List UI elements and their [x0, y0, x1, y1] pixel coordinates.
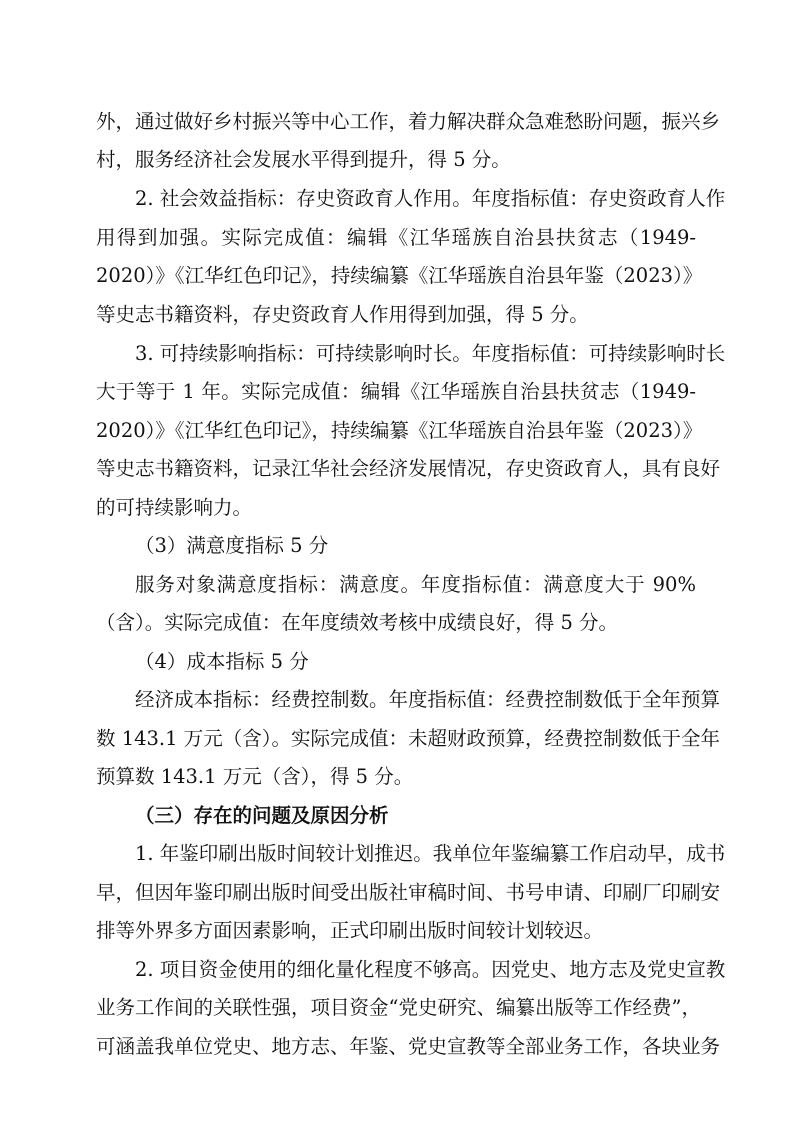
subheading-satisfaction: （3）满意度指标 5 分	[135, 534, 329, 557]
text-line: 1. 年鉴印刷出版时间较计划推迟。我单位年鉴编纂工作启动早，成书	[135, 842, 726, 865]
section-heading: （三）存在的问题及原因分析	[135, 804, 389, 827]
text-line: 排等外界多方面因素影响，正式印刷出版时间较计划较迟。	[96, 919, 604, 942]
text-line: 大于等于 1 年。实际完成值：编辑《江华瑶族自治县扶贫志（1949-	[96, 380, 696, 403]
text-line: 服务对象满意度指标：满意度。年度指标值：满意度大于 90%	[135, 573, 696, 596]
text-line: 等史志书籍资料，记录江华社会经济发展情况，存史资政育人，具有良好	[96, 457, 721, 480]
text-line: 2020）》《江华红色印记》，持续编纂《江华瑶族自治县年鉴（2023）》	[96, 264, 703, 287]
text-line: 经济成本指标：经费控制数。年度指标值：经费控制数低于全年预算	[135, 688, 721, 711]
subheading-cost: （4）成本指标 5 分	[135, 650, 309, 673]
text-line: 等史志书籍资料，存史资政育人作用得到加强，得 5 分。	[96, 303, 589, 326]
text-line: 3. 可持续影响指标：可持续影响时长。年度指标值：可持续影响时长	[135, 342, 726, 365]
text-line: 外，通过做好乡村振兴等中心工作，着力解决群众急难愁盼问题，振兴乡	[96, 110, 721, 133]
text-line: 的可持续影响力。	[96, 496, 253, 519]
text-line: 数 143.1 万元（含）。实际完成值：未超财政预算，经费控制数低于全年	[96, 727, 720, 750]
text-line: 可涵盖我单位党史、地方志、年鉴、党史宣教等全部业务工作，各块业务	[96, 1035, 721, 1058]
text-line: 预算数 143.1 万元（含），得 5 分。	[96, 765, 414, 788]
text-line: 2020）》《江华红色印记》，持续编纂《江华瑶族自治县年鉴（2023）》	[96, 419, 703, 442]
text-line: （含）。实际完成值：在年度绩效考核中成绩良好，得 5 分。	[96, 611, 619, 634]
text-line: 2. 项目资金使用的细化量化程度不够高。因党史、地方志及党史宣教	[135, 958, 726, 981]
text-line: 用得到加强。实际完成值：编辑《江华瑶族自治县扶贫志（1949-	[96, 226, 696, 249]
text-line: 2. 社会效益指标：存史资政育人作用。年度指标值：存史资政育人作	[135, 187, 726, 210]
text-line: 村，服务经济社会发展水平得到提升，得 5 分。	[96, 148, 511, 171]
text-line: 业务工作间的关联性强，项目资金“党史研究、编纂出版等工作经费”，	[96, 996, 701, 1019]
text-line: 早，但因年鉴印刷出版时间受出版社审稿时间、书号申请、印刷厂印刷安	[96, 881, 721, 904]
